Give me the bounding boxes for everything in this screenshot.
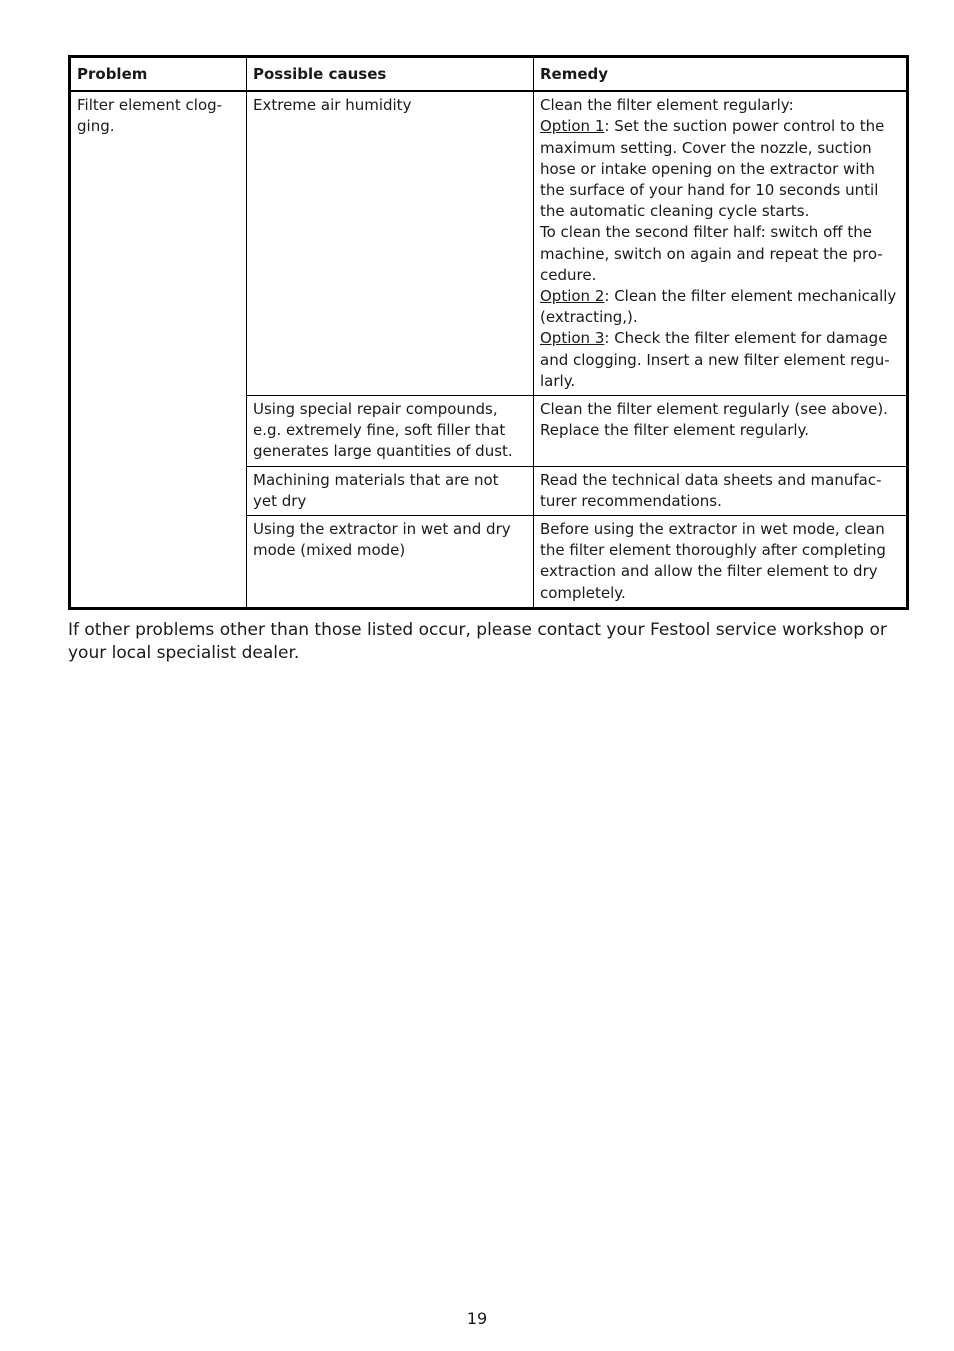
cause-cell: Machining materials that are not yet dry — [247, 466, 534, 515]
header-problem: Problem — [70, 57, 247, 92]
table-row — [70, 91, 908, 395]
remedy-cell — [534, 91, 908, 395]
option-1-text: : Set the suction power control to the maximum setting. Cover the nozzle, suction hose or intake opening on the extractor with the surface of your hand for 10 seconds until the automatic cleaning cycle starts. — [540, 117, 885, 221]
problem-cell: Filter element clog-ging. — [70, 91, 247, 608]
remedy-cell: Clean the filter element regularly (see above). Replace the filter element regularly. — [534, 396, 908, 467]
remedy-option-3 — [540, 328, 900, 392]
option-2-text: : Clean the filter element mechanically (extracting,). — [540, 287, 897, 327]
option-3-label: Option 3 — [540, 329, 605, 348]
option-3-text: : Check the filter element for damage and clogging. Insert a new filter element regu-larly. — [540, 329, 890, 390]
remedy-cell: Before using the extractor in wet mode, clean the filter element thoroughly after completing extraction and allow the filter element to dry completely. — [534, 516, 908, 609]
remedy-option-2 — [540, 286, 900, 328]
option-1-label: Option 1 — [540, 117, 605, 136]
remedy-option-1 — [540, 116, 900, 222]
remedy-cell: Read the technical data sheets and manufac-turer recommendations. — [534, 466, 908, 515]
header-remedy: Remedy — [534, 57, 908, 92]
cause-cell: Extreme air humidity — [247, 91, 534, 395]
remedy-second-half: To clean the second filter half: switch off the machine, switch on again and repeat the pro-cedure. — [540, 223, 883, 284]
table-header-row — [70, 57, 908, 92]
page-number: 19 — [466, 1309, 488, 1328]
troubleshooting-table — [68, 55, 909, 610]
option-2-label: Option 2 — [540, 287, 605, 306]
header-possible-causes: Possible causes — [247, 57, 534, 92]
cause-cell: Using special repair compounds, e.g. extremely fine, soft filler that generates large quantities of dust. — [247, 396, 534, 467]
footer-note: If other problems other than those listed occur, please contact your Festool service workshop or your local specialist dealer. — [68, 620, 887, 663]
remedy-intro: Clean the filter element regularly: — [540, 96, 794, 115]
cause-cell: Using the extractor in wet and dry mode (mixed mode) — [247, 516, 534, 609]
